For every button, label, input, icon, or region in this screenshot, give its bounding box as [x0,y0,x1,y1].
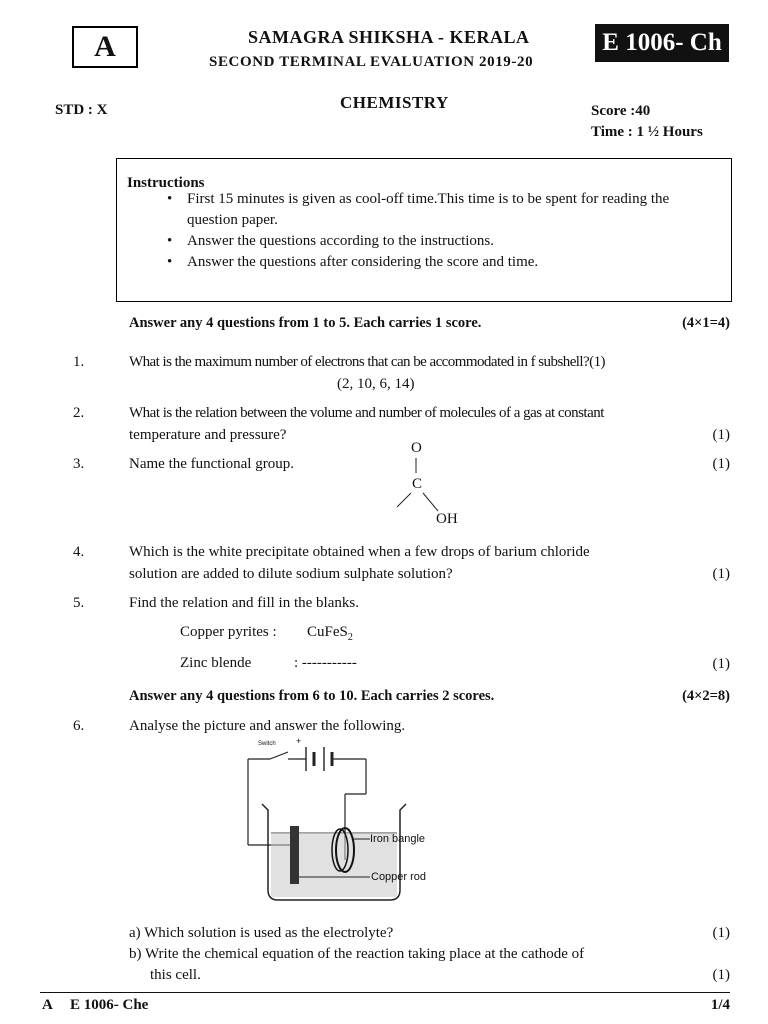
question-6b-text: b) Write the chemical equation of the reaction taking place at the cathode of [129,946,585,962]
subscript: 2 [347,632,353,643]
subject-title: CHEMISTRY [340,93,449,112]
org-title: SAMAGRA SHIKSHA - KERALA [248,27,530,47]
score-label: Score :40 [591,103,651,119]
copper-rod-label: Copper rod [371,871,427,883]
paper-code-badge: E 1006- Ch [595,24,729,62]
question-number: 2. [73,405,85,421]
question-5-row2-value: : ----------- [294,655,357,671]
question-2-mark: (1) [712,427,730,443]
instructions-list [167,189,715,273]
copper-rod [290,826,299,884]
instruction-item: • First 15 minutes is given as cool-off time.This time is to be spent for reading the question paper. [167,189,715,231]
instruction-item: • Answer the questions after considering the score and time. [167,252,715,273]
section-2-marks: (4×2=8) [682,688,730,704]
circuit-diagram [240,740,440,910]
question-2-text-cont: temperature and pressure? [129,427,287,443]
footer-divider [40,992,730,993]
section-2-heading: Answer any 4 questions from 6 to 10. Each carries 2 scores. [129,688,495,704]
question-number: 4. [73,544,85,560]
section-1-heading: Answer any 4 questions from 1 to 5. Each carries 1 score. [129,315,482,331]
question-5-text: Find the relation and fill in the blanks. [129,595,359,611]
set-code-box: A [72,26,138,68]
instruction-item: • Answer the questions according to the instructions. [167,231,715,252]
std-label: STD : X [55,102,108,118]
structure-hydroxyl: OH [436,511,458,527]
question-2-text: What is the relation between the volume and number of molecules of a gas at constant [129,405,604,421]
exam-title: SECOND TERMINAL EVALUATION 2019-20 [209,54,534,70]
question-3-mark: (1) [712,456,730,472]
question-number: 3. [73,456,85,472]
structure-carbon: C [412,476,423,492]
footer-code: E 1006- Che [70,997,149,1013]
question-number: 6. [73,718,85,734]
question-4-text: Which is the white precipitate obtained when a few drops of barium chloride [129,544,590,560]
switch-label: Switch [258,741,276,747]
structure-oxygen: O [411,440,422,456]
structure-bonds [395,455,475,517]
section-1-marks: (4×1=4) [682,315,730,331]
question-5-row2-label: Zinc blende [180,655,252,671]
time-label: Time : 1 ½ Hours [591,124,703,140]
question-5-mark: (1) [712,656,730,672]
question-6b-mark: (1) [712,967,730,983]
question-3-text: Name the functional group. [129,456,294,472]
plus-label: + [296,736,302,746]
instructions-title: Instructions [127,175,205,191]
iron-bangle-label: Iron bangle [370,833,426,845]
question-6b-text-cont: this cell. [150,967,201,983]
question-4-mark: (1) [712,566,730,582]
question-number: 1. [73,354,85,370]
footer-page-number: 1/4 [710,997,730,1013]
question-1-options: (2, 10, 6, 14) [337,376,415,392]
question-number: 5. [73,595,85,611]
question-1-text: What is the maximum number of electrons that can be accommodated in f subshell?(1) [129,354,605,370]
question-6a-mark: (1) [712,925,730,941]
question-5-row1-value: CuFeS$_2$ [307,624,353,643]
instructions-box [116,158,732,302]
question-6a-text: a) Which solution is used as the electrolyte? [129,925,394,941]
question-4-text-cont: solution are added to dilute sodium sulphate solution? [129,566,453,582]
question-6-text: Analyse the picture and answer the following. [129,718,406,734]
question-5-row1-label: Copper pyrites : [180,624,277,640]
footer-set: A [42,997,53,1013]
